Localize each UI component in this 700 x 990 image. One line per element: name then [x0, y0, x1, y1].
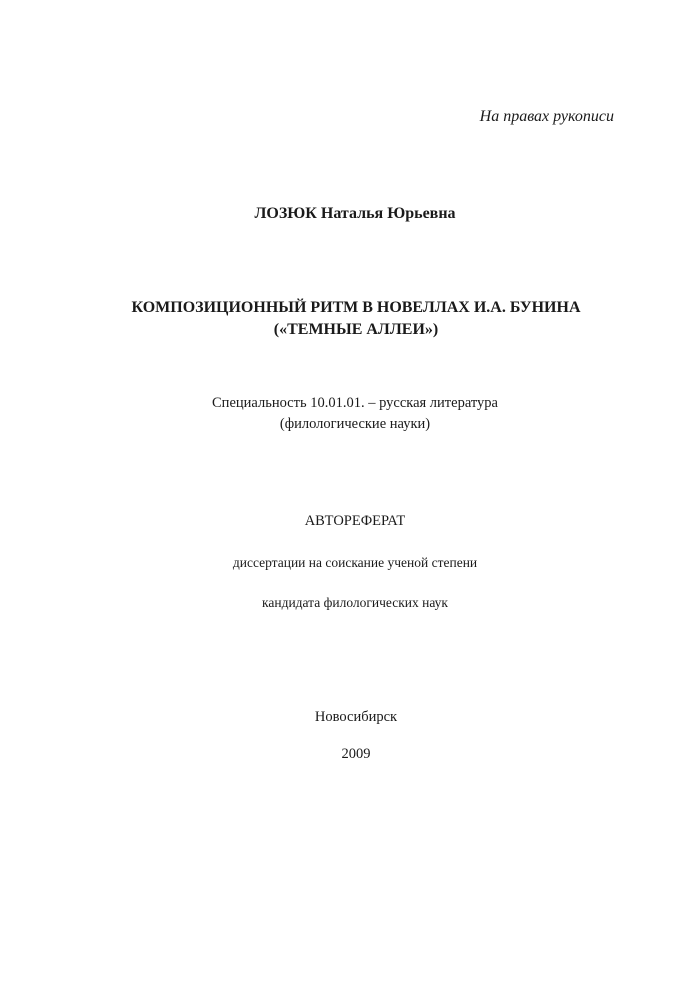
title-line-1: КОМПОЗИЦИОННЫЙ РИТМ В НОВЕЛЛАХ И.А. БУНИНА: [131, 299, 581, 316]
year: 2009: [341, 746, 371, 762]
author-name: ЛОЗЮК Наталья Юрьевна: [254, 205, 456, 222]
dissertation-line-2: кандидата филологических наук: [262, 595, 448, 610]
specialty-line-2: (филологические науки): [279, 416, 431, 432]
city: Новосибирск: [314, 709, 398, 725]
title-line-2: («ТЕМНЫЕ АЛЛЕИ»): [273, 321, 439, 338]
specialty-line-1: Специальность 10.01.01. – русская литература: [212, 395, 498, 411]
rights-note: На правах рукописи: [479, 108, 614, 125]
dissertation-line-1: диссертации на соискание ученой степени: [232, 555, 478, 570]
document-type: АВТОРЕФЕРАТ: [304, 513, 406, 529]
